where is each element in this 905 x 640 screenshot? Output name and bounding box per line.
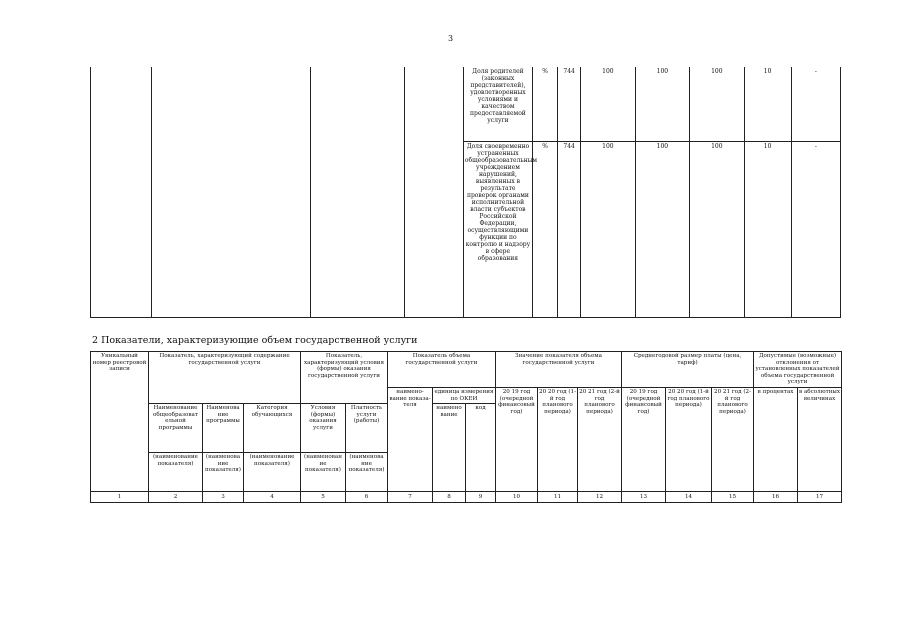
value-2019: 100: [581, 67, 635, 142]
header-program: Наименова ние программы: [203, 404, 244, 453]
column-number: 8: [433, 492, 466, 503]
column-number: 4: [244, 492, 301, 503]
column-number: 3: [203, 492, 244, 503]
header-paid: Платность услуги (работы): [346, 404, 388, 453]
header-in-percent: в процентах: [754, 387, 798, 491]
header-indicator-name: наимено-вание показа-теля: [388, 387, 433, 491]
deviation-percent: 10: [744, 142, 791, 318]
header-fee-2021: 20 21 год (2-й год планового периода): [712, 387, 754, 491]
quality-indicators-table-continued: [90, 67, 841, 318]
header-row: [91, 352, 842, 388]
column-number: 5: [301, 492, 346, 503]
okei-cell: 744: [558, 67, 581, 142]
value-2019: 100: [581, 142, 635, 318]
header-volume-value: Значение показателя объема государственной услуги: [496, 352, 622, 388]
deviation-abs: -: [791, 142, 840, 318]
blank-cell: [91, 67, 152, 318]
header-year-2021: 20 21 год (2-й год планового периода): [578, 387, 622, 491]
page-number: 3: [448, 34, 454, 43]
blank-cell: [310, 67, 404, 318]
header-sub: (наименован ие показателя): [301, 453, 346, 492]
unit-cell: %: [533, 142, 558, 318]
header-conditions: Показатель, характеризующий условия (формы) оказания государственной услуги: [301, 352, 388, 404]
value-2021: 100: [690, 142, 744, 318]
column-number: 15: [712, 492, 754, 503]
column-number: 1: [91, 492, 149, 503]
deviation-percent: 10: [744, 67, 791, 142]
column-number: 16: [754, 492, 798, 503]
column-number: 13: [622, 492, 666, 503]
header-form: Условия (формы) оказания услуги: [301, 404, 346, 453]
column-number: 7: [388, 492, 433, 503]
column-number: 2: [149, 492, 203, 503]
header-content: Показатель, характеризующий содержание государственной услуги: [149, 352, 301, 404]
column-number: 12: [578, 492, 622, 503]
blank-cell: [405, 67, 464, 318]
header-unit-okei: единица измерения по ОКЕИ: [433, 387, 496, 403]
header-sub: (наименование показателя): [149, 453, 203, 492]
indicator-name: Доля родителей (законных представителей), удовлетворенных условиями и качеством предоставляемой услуги: [463, 67, 532, 142]
column-number: 9: [466, 492, 496, 503]
deviation-abs: -: [791, 67, 840, 142]
header-volume: Показатель объема государственной услуги: [388, 352, 496, 388]
header-year-2019: 20 19 год (очередной финансовый год): [496, 387, 538, 491]
header-category: Категория обучающихся: [244, 404, 301, 453]
column-number-row: [91, 492, 842, 503]
header-in-abs: в абсолютных величинах: [798, 387, 842, 491]
header-avg-fee: Среднегодовой размер платы (цена, тариф): [622, 352, 754, 388]
column-number: 14: [666, 492, 712, 503]
value-2020: 100: [635, 67, 689, 142]
header-fee-2020: 20 20 год (1-й год планового периода): [666, 387, 712, 491]
header-program-name: Наименование общеобразоват ельной программы: [149, 404, 203, 453]
table-row: [91, 67, 841, 142]
okei-cell: 744: [558, 142, 581, 318]
header-fee-2019: 20 19 год (очередной финансовый год): [622, 387, 666, 491]
column-number: 17: [798, 492, 842, 503]
header-year-2020: 20 20 год (1-й год планового периода): [538, 387, 578, 491]
volume-indicators-table: [90, 351, 842, 503]
header-registry: Уникальный номер реестровой записи: [91, 352, 149, 492]
blank-cell: [151, 67, 310, 318]
column-number: 10: [496, 492, 538, 503]
indicator-name: Доля своевременно устраненных общеобразовательным учреждением нарушений, выявленных в результате проверок органами исполнительной власти субъектов Российской Федерации, осуществляющими функции по контролю и надзору в сфере образования: [463, 142, 532, 318]
header-deviations: Допустимые (возможные) отклонения от установленных показателей объема государственной услуги: [754, 352, 842, 388]
header-sub: (наименова ние показателя): [203, 453, 244, 492]
column-number: 6: [346, 492, 388, 503]
header-unit-name: наимено вание: [433, 404, 466, 492]
header-sub: (наименование показателя): [244, 453, 301, 492]
section-title: 2 Показатели, характеризующие объем государственной услуги: [92, 335, 418, 346]
value-2020: 100: [635, 142, 689, 318]
value-2021: 100: [690, 67, 744, 142]
header-unit-code: код: [466, 404, 496, 492]
column-number: 11: [538, 492, 578, 503]
header-sub: (наименова ние показателя): [346, 453, 388, 492]
unit-cell: %: [533, 67, 558, 142]
